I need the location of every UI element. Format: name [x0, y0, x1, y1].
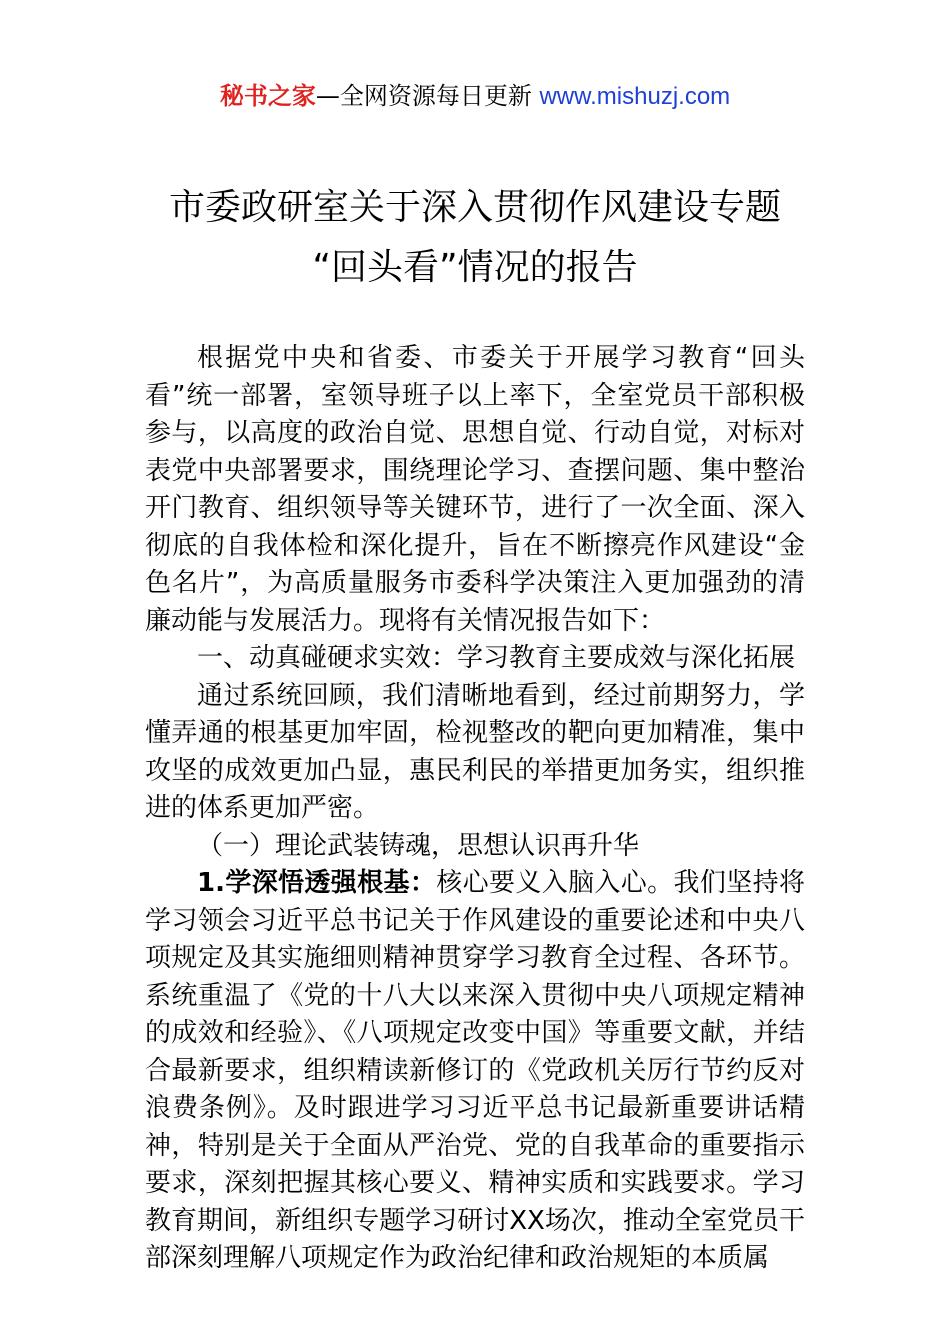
site-url-link[interactable]: www.mishuzj.com — [539, 83, 731, 110]
section-heading-1: 一、动真碰硬求实效：学习教育主要成效与深化拓展 — [197, 643, 796, 673]
subsection-heading-1: （一）理论武装铸魂，思想认识再升华 — [197, 830, 640, 861]
site-slogan: —全网资源每日更新 — [315, 82, 532, 110]
title-line-1: 市委政研室关于深入贯彻作风建设专题 — [168, 187, 781, 228]
document-title — [0, 178, 950, 298]
title-line-2: “回头看”情况的报告 — [312, 247, 638, 288]
site-brand: 秘书之家 — [219, 82, 316, 110]
point-1-heading: 1.学深悟透强根基： — [197, 868, 437, 898]
point-1-text: 核心要义入脑入心。我们坚持将学习领会习近平总书记关于作风建设的重要论述和中央八项规定及其实施细则精神贯穿学习教育全过程、各环节。系统重温了《党的十八大以来深入贯彻中央八项规定精神的成效和经验》、《八项规定改变中国》等重要文献，并结合最新要求，组织精读新修订的《党政机关厉行节约反对浪费条例》。及时跟进学习习近平总书记最新重要讲话精神，特别是关于全面从严治党、党的自我革命的重要指示要求，深刻把握其核心要义、精神实质和实践要求。学习教育期间，新组织专题学习研讨XX场次，推动全室党员干部深刻理解八项规定作为政治纪律和政治规矩的本质属 — [145, 868, 805, 1273]
site-header — [0, 80, 950, 113]
document-body — [145, 340, 805, 1278]
paragraph-achievements: 通过系统回顾，我们清晰地看到，经过前期努力，学懂弄通的根基更加牢固，检视整改的靶向更加精准，集中攻坚的成效更加凸显，惠民利民的举措更加务实，组织推进的体系更加严密。 — [145, 680, 805, 823]
paragraph-theory-study — [145, 865, 805, 1278]
intro-paragraph: 根据党中央和省委、市委关于开展学习教育“回头看”统一部署，室领导班子以上率下，全室党员干部积极参与，以高度的政治自觉、思想自觉、行动自觉，对标对表党中央部署要求，围绕理论学习、查摆问题、集中整治开门教育、组织领导等关键环节，进行了一次全面、深入彻底的自我体检和深化提升，旨在不断擦亮作风建设“金色名片”，为高质量服务市委科学决策注入更加强劲的清廉动能与发展活力。现将有关情况报告如下： — [145, 343, 805, 636]
